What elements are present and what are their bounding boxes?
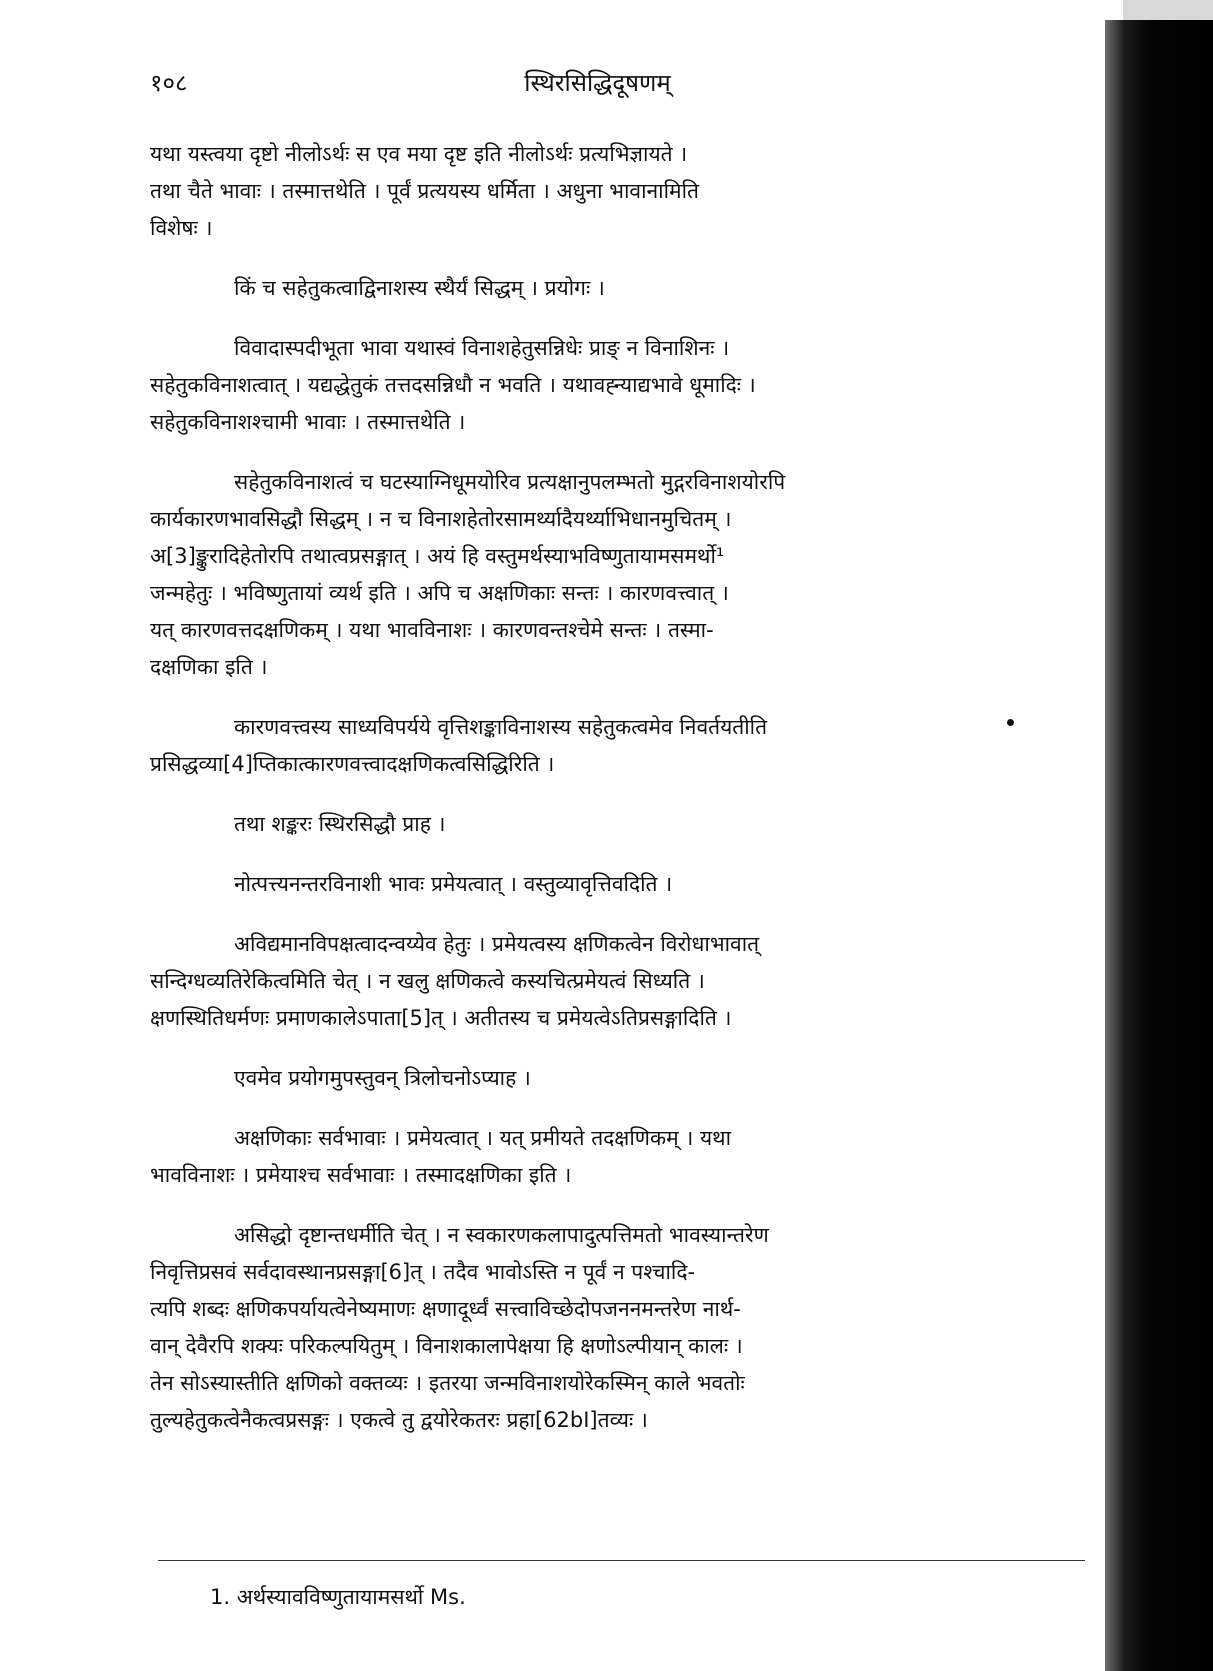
text-line: क्षणस्थितिधर्मणः प्रमाणकालेऽपाता[5]त् । अतीतस्य च प्रमेयत्वेऽतिप्रसङ्गादिति । (150, 1006, 732, 1030)
text-line: प्रसिद्धव्या[4]प्तिकात्कारणवत्त्वादक्षणिकत्वसिद्धिरिति । (150, 752, 555, 776)
paragraph (150, 1217, 1050, 1439)
body-text (150, 136, 1050, 1462)
text-line: तुल्यहेतुकत्वेनैकत्वप्रसङ्गः । एकत्वे तु द्वयोरेकतरः प्रहा[62bI]तव्यः । (150, 1408, 648, 1432)
page-header (150, 66, 1045, 106)
text-line: सहेतुकविनाशत्वात् । यद्यद्धेतुकं तत्तदसन्निधौ न भवति । यथावह्न्याद्यभावे धूमादिः । (150, 373, 756, 397)
text-line: एवमेव प्रयोगमुपस्तुवन् त्रिलोचनोऽप्याह । (234, 1066, 531, 1090)
text-line: भावविनाशः । प्रमेयाश्च सर्वभावाः । तस्मादक्षणिका इति । (150, 1163, 572, 1187)
text-line: सन्दिग्धव्यतिरेकित्वमिति चेत् । न खलु क्षणिकत्वे कस्यचित्प्रमेयत्वं सिध्यति । (150, 969, 705, 993)
text-line: सहेतुकविनाशश्चामी भावाः । तस्मात्तथेति । (150, 410, 466, 434)
text-line: अविद्यमानविपक्षत्वादन्वय्येव हेतुः । प्रमेयत्वस्य क्षणिकत्वेन विरोधाभावात् (234, 932, 760, 956)
scan-dark-edge (1105, 20, 1213, 1671)
text-line: विवादास्पदीभूता भावा यथास्वं विनाशहेतुसन्निधेः प्राङ् न विनाशिनः । (234, 336, 730, 360)
footnote: 1. अर्थस्यावविष्णुतायामसर्थो Ms. (210, 1585, 466, 1609)
text-line: जन्महेतुः । भविष्णुतायां व्यर्थ इति । अपि च अक्षणिकाः सन्तः । कारणवत्त्वात् । (150, 581, 729, 605)
paragraph (150, 926, 1050, 1037)
text-line: वान् देवैरपि शक्यः परिकल्पयितुम् । विनाशकालापेक्षया हि क्षणोऽल्पीयान् कालः । (150, 1334, 743, 1358)
text-line: विशेषः । (150, 216, 213, 240)
text-line: कारणवत्त्वस्य साध्यविपर्यये वृत्तिशङ्काविनाशस्य सहेतुकत्वमेव निवर्तयतीति (234, 715, 768, 739)
paragraph (150, 1120, 1050, 1194)
text-line: यथा यस्त्वया दृष्टो नीलोऽर्थः स एव मया दृष्ट इति नीलोऽर्थः प्रत्यभिज्ञायते । (150, 142, 688, 166)
paragraph (150, 270, 1050, 307)
paragraph (150, 464, 1050, 686)
text-line: तथा चैते भावाः । तस्मात्तथेति । पूर्वं प्रत्ययस्य धर्मिता । अधुना भावानामिति (150, 179, 700, 203)
footnote-rule (158, 1560, 1085, 1561)
text-line: कार्यकारणभावसिद्धौ सिद्धम् । न च विनाशहेतोरसामर्थ्यादैयर्थ्याभिधानमुचितम् । (150, 507, 732, 531)
text-line: निवृत्तिप्रसवं सर्वदावस्थानप्रसङ्गा[6]त् । तदैव भावोऽस्ति न पूर्वं न पश्चादि- (150, 1260, 696, 1284)
paragraph (150, 136, 1050, 247)
text-line: दक्षणिका इति । (150, 655, 268, 679)
text-line: सहेतुकविनाशत्वं च घटस्याग्निधूमयोरिव प्रत्यक्षानुपलम्भतो मुद्गरविनाशयोरपि (234, 470, 786, 494)
text-line: यत् कारणवत्तदक्षणिकम् । यथा भावविनाशः । कारणवन्तश्चेमे सन्तः । तस्मा- (150, 618, 714, 642)
scan-edge-top (1123, 0, 1213, 20)
text-line: अक्षणिकाः सर्वभावाः । प्रमेयत्वात् । यत् प्रमीयते तदक्षणिकम् । यथा (234, 1126, 732, 1150)
paragraph (150, 806, 1050, 843)
paragraph (150, 709, 1050, 783)
paragraph (150, 866, 1050, 903)
ink-speck (1007, 719, 1014, 726)
paragraph (150, 1060, 1050, 1097)
text-line: अ[3]ङ्कुरादिहेतोरपि तथात्वप्रसङ्गात् । अयं हि वस्तुमर्थस्याभविष्णुतायामसमर्थो¹ (150, 544, 725, 568)
text-line: किं च सहेतुकत्वाद्विनाशस्य स्थैर्यं सिद्धम् । प्रयोगः । (234, 276, 605, 300)
text-line: असिद्धो दृष्टान्तधर्मीति चेत् । न स्वकारणकलापादुत्पत्तिमतो भावस्यान्तरेण (234, 1223, 769, 1247)
text-line: तथा शङ्करः स्थिरसिद्धौ प्राह । (234, 812, 446, 836)
text-line: तेन सोऽस्यास्तीति क्षणिको वक्तव्यः । इतरया जन्मविनाशयोरेकस्मिन् काले भवतोः (150, 1371, 745, 1395)
text-line: नोत्पत्त्यनन्तरविनाशी भावः प्रमेयत्वात् । वस्तुव्यावृत्तिवदिति । (234, 872, 673, 896)
running-title: स्थिरसिद्धिदूषणम् (524, 69, 671, 97)
paragraph (150, 330, 1050, 441)
page-number: १०८ (150, 69, 188, 97)
text-line: त्यपि शब्दः क्षणिकपर्यायत्वेनेष्यमाणः क्षणादूर्ध्वं सत्त्वाविच्छेदोपजननमन्तरेण नार्थ- (150, 1297, 741, 1321)
